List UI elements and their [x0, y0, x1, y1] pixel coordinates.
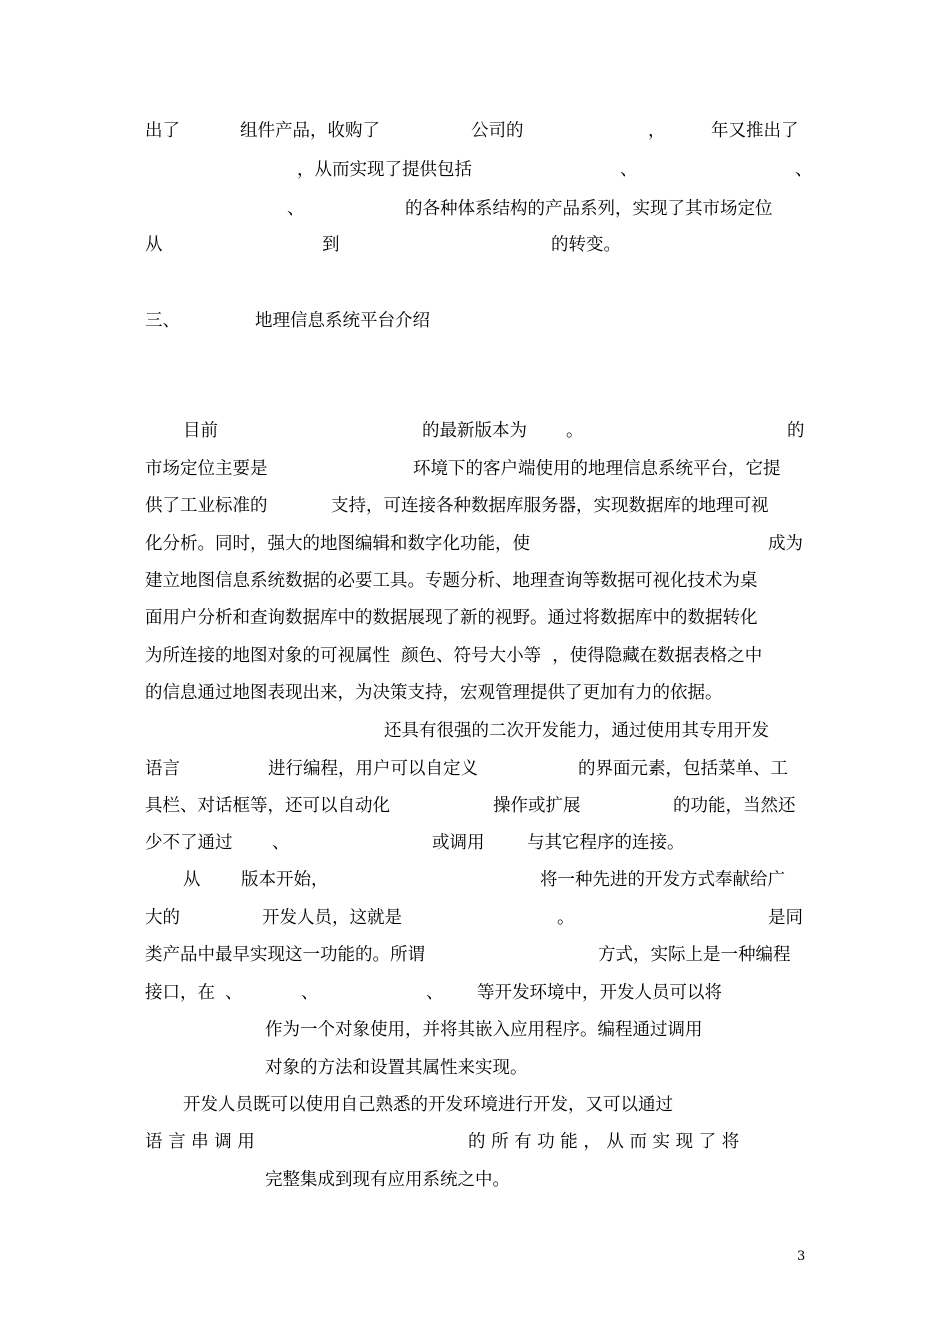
text-segment: 开发人员，这就是 [262, 908, 402, 928]
text-segment: 面用户分析和查询数据库中的数据展现了新的视野。通过将数据库中的数据转化 [145, 608, 758, 628]
text-segment: 从 [145, 235, 163, 255]
text-segment: 供了工业标准的 [145, 496, 268, 516]
text-segment: 少不了通过 [145, 833, 233, 853]
text-segment: 的各种体系结构的产品系列，实现了其市场定位 [405, 199, 773, 219]
text-segment: 、 [287, 199, 305, 219]
text-segment: 语言 [145, 759, 180, 779]
text-segment: 对象的方法和设置其属性来实现。 [265, 1058, 528, 1078]
text-segment: 出了 [145, 121, 180, 141]
text-segment: 、 [301, 983, 319, 1003]
text-segment: 。 [566, 421, 584, 441]
text-segment: 操作或扩展 [493, 796, 581, 816]
text-segment: 的最新版本为 [422, 421, 527, 441]
text-segment: 、 [225, 983, 243, 1003]
text-segment: 、 [620, 160, 638, 180]
text-segment: 、 [795, 160, 813, 180]
text-segment: 语 言 串 调 用 [145, 1132, 255, 1152]
text-segment: 为所连接的地图对象的可视属性 颜色、符号大小等 ，使得隐藏在数据表格之中 [145, 646, 763, 666]
text-segment: 成为 [768, 534, 803, 554]
text-segment: 的信息通过地图表现出来，为决策支持，宏观管理提供了更加有力的依据。 [145, 683, 723, 703]
text-segment: 大的 [145, 908, 180, 928]
text-segment: 。 [557, 908, 575, 928]
text-segment: 等开发环境中，开发人员可以将 [477, 983, 722, 1003]
text-segment: 的 所 有 功 能 ， 从 而 实 现 了 将 [468, 1132, 740, 1152]
text-segment: 接口，在 [145, 983, 215, 1003]
text-segment: 建立地图信息系统数据的必要工具。专题分析、地理查询等数据可视化技术为桌 [145, 571, 758, 591]
text-segment: 还具有很强的二次开发能力，通过使用其专用开发 [384, 721, 769, 741]
text-segment: 进行编程，用户可以自定义 [268, 759, 478, 779]
text-segment: 与其它程序的连接。 [527, 833, 685, 853]
text-line [0, 642, 763, 670]
text-segment: 将一种先进的开发方式奉献给广 [540, 870, 785, 890]
text-segment: 类产品中最早实现这一功能的。所谓 [145, 945, 425, 965]
text-segment: 或调用 [432, 833, 485, 853]
page-number: 3 [797, 1249, 806, 1264]
section-number: 三、 [145, 311, 180, 331]
section-title: 地理信息系统平台介绍 [255, 311, 430, 331]
text-segment: 从 [183, 870, 201, 890]
text-segment: 具栏、对话框等，还可以自动化 [145, 796, 390, 816]
text-segment: 的转变。 [551, 235, 621, 255]
text-segment: 、 [426, 983, 444, 1003]
text-segment: ，从而实现了提供包括 [297, 160, 472, 180]
text-segment: 方式，实际上是一种编程 [598, 945, 791, 965]
text-segment: 支持，可连接各种数据库服务器，实现数据库的地理可视 [331, 496, 769, 516]
text-segment: 组件产品，收购了 [240, 121, 380, 141]
text-segment: 完整集成到现有应用系统之中。 [265, 1170, 510, 1190]
text-segment: 公司的 [471, 121, 524, 141]
text-segment: 是同 [768, 908, 803, 928]
text-segment: 的 [787, 421, 805, 441]
text-segment: 的功能，当然还 [673, 796, 796, 816]
text-segment: 作为一个对象使用，并将其嵌入应用程序。编程通过调用 [265, 1020, 703, 1040]
text-segment: 的界面元素，包括菜单、工 [578, 759, 788, 779]
text-segment: 到 [322, 235, 340, 255]
text-segment: 、 [272, 833, 290, 853]
text-segment: 年又推出了 [711, 121, 799, 141]
text-segment: 市场定位主要是 [145, 459, 268, 479]
text-segment: 版本开始， [241, 870, 329, 890]
text-segment: 化分析。同时，强大的地图编辑和数字化功能，使 [145, 534, 530, 554]
text-segment: ， [648, 121, 666, 141]
text-segment: 环境下的客户端使用的地理信息系统平台，它提 [413, 459, 781, 479]
text-segment: 目前 [183, 421, 218, 441]
text-segment: 开发人员既可以使用自己熟悉的开发环境进行开发，又可以通过 [183, 1095, 673, 1115]
